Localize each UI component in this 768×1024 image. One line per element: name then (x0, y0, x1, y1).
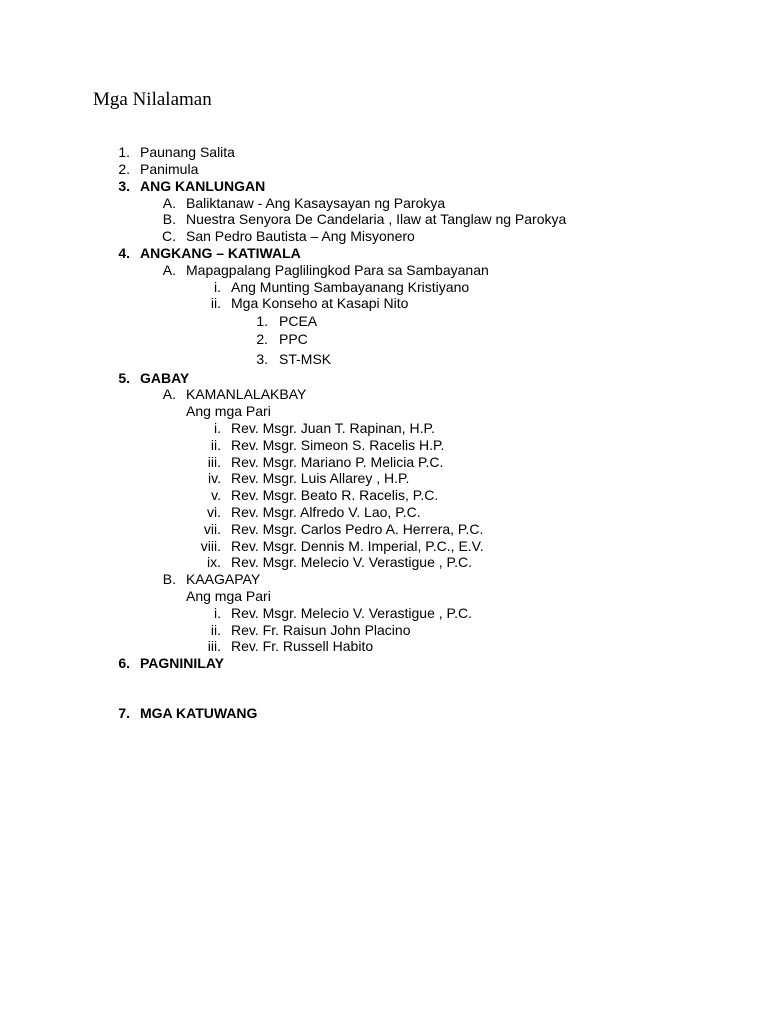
toc-text: KAMANLALAKBAY (186, 386, 307, 402)
toc-marker: i. (214, 279, 221, 295)
toc-text: ANG KANLUNGAN (140, 178, 266, 194)
toc-marker: 6. (118, 655, 130, 671)
toc-text: Rev. Msgr. Simeon S. Racelis H.P. (231, 437, 445, 453)
toc-text: Rev. Msgr. Mariano P. Melicia P.C. (231, 454, 444, 470)
toc-text: Rev. Msgr. Carlos Pedro A. Herrera, P.C. (231, 521, 484, 537)
toc-text: Ang Munting Sambayanang Kristiyano (231, 279, 470, 295)
toc-marker: 2. (256, 331, 268, 347)
toc-marker: ii. (210, 622, 221, 638)
toc-text: San Pedro Bautista – Ang Misyonero (186, 228, 415, 244)
toc-text: Rev. Msgr. Dennis M. Imperial, P.C., E.V. (231, 538, 484, 554)
toc-text: MGA KATUWANG (140, 705, 258, 721)
toc-text: Nuestra Senyora De Candelaria , Ilaw at Tanglaw ng Parokya (186, 211, 567, 227)
toc-marker: 3. (256, 351, 268, 367)
toc-text: Mga Konseho at Kasapi Nito (231, 295, 409, 311)
toc-marker: A. (162, 262, 176, 278)
toc-text: Rev. Msgr. Melecio V. Verastigue , P.C. (231, 554, 472, 570)
toc-marker: ii. (210, 437, 221, 453)
toc-text: GABAY (140, 370, 190, 386)
toc-sublabel: Ang mga Pari (186, 588, 271, 604)
toc-marker: A. (162, 195, 176, 211)
toc-marker: i. (214, 605, 221, 621)
toc-marker: i. (214, 420, 221, 436)
toc-marker: 5. (118, 370, 130, 386)
toc-marker: vi. (207, 504, 221, 520)
toc-text: ANGKANG – KATIWALA (140, 245, 301, 261)
toc-marker: B. (162, 211, 176, 227)
toc-text: Rev. Msgr. Beato R. Racelis, P.C. (231, 487, 439, 503)
toc-marker: vii. (203, 521, 221, 537)
toc-text: Rev. Msgr. Luis Allarey , H.P. (231, 470, 410, 486)
toc-marker: 2. (118, 161, 130, 177)
toc-text: Rev. Msgr. Melecio V. Verastigue , P.C. (231, 605, 472, 621)
toc-text: Panimula (140, 161, 199, 177)
toc-text: PPC (279, 331, 308, 347)
toc-marker: ii. (210, 295, 221, 311)
page-title: Mga Nilalaman (93, 89, 212, 110)
toc-text: Mapagpalang Paglilingkod Para sa Sambayanan (186, 262, 489, 278)
toc-text: PAGNINILAY (140, 655, 225, 671)
toc-marker: iv. (208, 470, 221, 486)
toc-text: Rev. Msgr. Juan T. Rapinan, H.P. (231, 420, 435, 436)
toc-marker: 4. (118, 245, 130, 261)
toc-marker: 3. (118, 178, 130, 194)
toc-text: Paunang Salita (140, 144, 235, 160)
toc-marker: 1. (256, 313, 268, 329)
toc-marker: B. (162, 571, 176, 587)
toc-text: Rev. Fr. Raisun John Placino (231, 622, 411, 638)
toc-marker: A. (162, 386, 176, 402)
toc-text: Baliktanaw - Ang Kasaysayan ng Parokya (186, 195, 446, 211)
toc-marker: iii. (207, 638, 221, 654)
toc-text: PCEA (279, 313, 318, 329)
toc-marker: v. (211, 487, 221, 503)
toc-marker: 1. (118, 144, 130, 160)
toc-marker: ix. (207, 554, 221, 570)
toc-marker: C. (162, 228, 176, 244)
toc-marker: iii. (207, 454, 221, 470)
toc-text: KAAGAPAY (186, 571, 261, 587)
toc-sublabel: Ang mga Pari (186, 403, 271, 419)
toc-text: Rev. Msgr. Alfredo V. Lao, P.C. (231, 504, 421, 520)
toc-marker: viii. (200, 538, 221, 554)
toc-text: Rev. Fr. Russell Habito (231, 638, 374, 654)
toc-text: ST-MSK (279, 351, 332, 367)
toc-marker: 7. (118, 705, 130, 721)
